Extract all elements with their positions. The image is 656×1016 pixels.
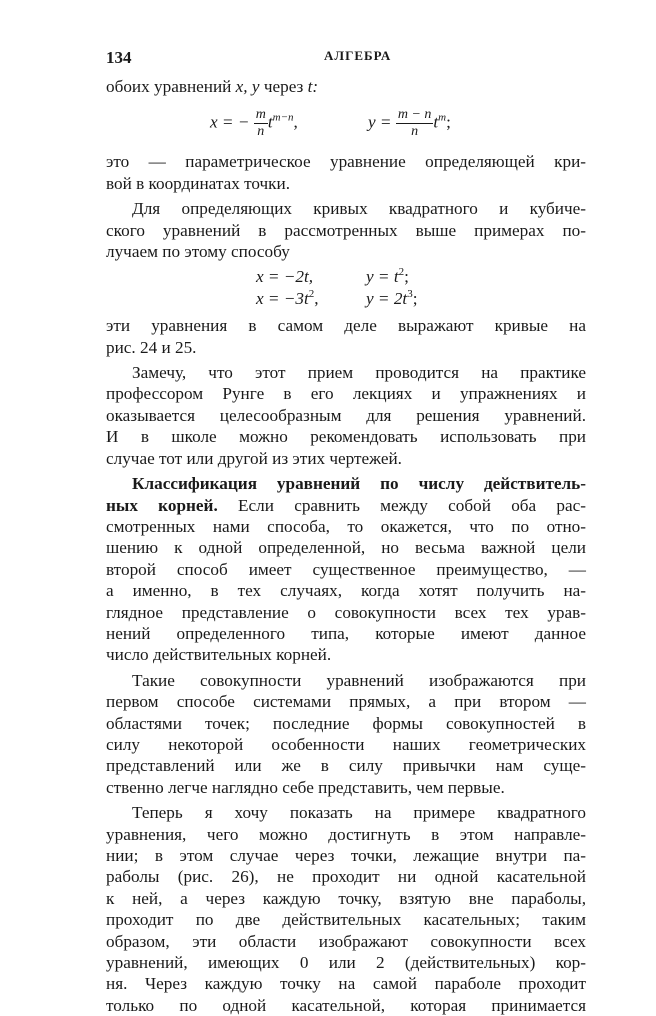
running-head: АЛГЕБРА (324, 48, 392, 63)
para4-line: Замечу, что этот прием проводится на практике (132, 363, 586, 383)
para2-line: ского уравнений в рассмотренных выше примерах по- (106, 220, 586, 240)
para7-line: раболы (рис. 26), не проходит ни одной касательной (106, 867, 586, 887)
para1-line: это — параметрическое уравнение определяющей кри- (106, 152, 586, 172)
section-heading: Классификация уравнений по числу действитель- (132, 474, 586, 494)
para6-line: представлений или же в силу привычки нам суще- (106, 756, 586, 776)
para4-line: профессором Рунге в его лекциях и упражнениях и (106, 384, 586, 404)
para7-line: уравнений, имеющих 0 или 2 (действительных) кор- (106, 953, 586, 973)
para5-line: смотренных нами способа, то окажется, что по отно- (106, 516, 586, 536)
para7-line: проходит по две действительных касательных; таким (106, 910, 586, 930)
para6-line: ственно легче наглядно себе представить, чем первые. (106, 777, 505, 797)
para6-line: Такие совокупности уравнений изображаются при (132, 670, 586, 690)
formula-system: x = −2t, $y = t^2$; $x = -3t^2$, $y = 2t^3$; (256, 266, 418, 308)
para7-line: образом, эти области изображают совокупности всех (106, 931, 586, 951)
para7-line: уравнения, чего можно достигнуть в этом направле- (106, 824, 586, 844)
book-page (106, 46, 586, 1016)
para2-line: Для определяющих кривых квадратного и кубиче- (132, 199, 586, 219)
para6-line: областями точек; последние формы совокупностей в (106, 713, 586, 733)
para5-line: нений определенного типа, которые имеют данное (106, 623, 586, 643)
page-header (106, 46, 586, 76)
para7-line: нии; в этом случае через точки, лежащие внутри па- (106, 846, 586, 865)
para5-line: а именно, в тех случаях, когда хотят получить на- (106, 581, 586, 601)
para5-line: число действительных корней. (106, 645, 332, 665)
para5-line: шению к одной определенной, но весьма важной цели (106, 538, 586, 558)
intro-line: обоих уравнений x, y через t: (106, 77, 319, 96)
para3-line: эти уравнения в самом деле выражают кривые на (106, 316, 586, 336)
formula-parametric: x = − $\frac{m}{n}$ $t^{m-n}$, y = $\frac{m - n}{n}$ $t^m$; (210, 107, 451, 140)
para3-line: рис. 24 и 25. (106, 337, 197, 357)
para5-line: глядное представление о совокупности всех тех урав- (106, 602, 586, 622)
para2-line: лучаем по этому способу (106, 242, 290, 262)
para7-line: к ней, а через каждую точку, взятую вне параболы, (106, 888, 586, 908)
para7-line: Теперь я хочу показать на примере квадратного (132, 803, 586, 823)
para6-line: первом способе системами прямых, а при втором — (106, 692, 586, 712)
para6-line: силу некоторой особенности наших геометрических (106, 734, 586, 754)
para5-first-line: ных корней. Если сравнить между собой оба рас- (106, 495, 587, 515)
para1-line: вой в координатах точки. (106, 173, 291, 193)
page-number: 134 (106, 48, 132, 67)
para7-line: ня. Через каждую точку на самой параболе проходит (106, 974, 586, 994)
para4-line: оказывается целесообразным для решения уравнений. (106, 405, 586, 425)
para7-line: только по одной касательной, которая принимается (106, 995, 586, 1015)
para4-line: И в школе можно рекомендовать использовать при (106, 427, 586, 447)
para4-line: случае тот или другой из этих чертежей. (106, 448, 402, 468)
page-body (106, 76, 586, 1016)
para5-line: второй способ имеет существенное преимущество, — (106, 559, 586, 579)
